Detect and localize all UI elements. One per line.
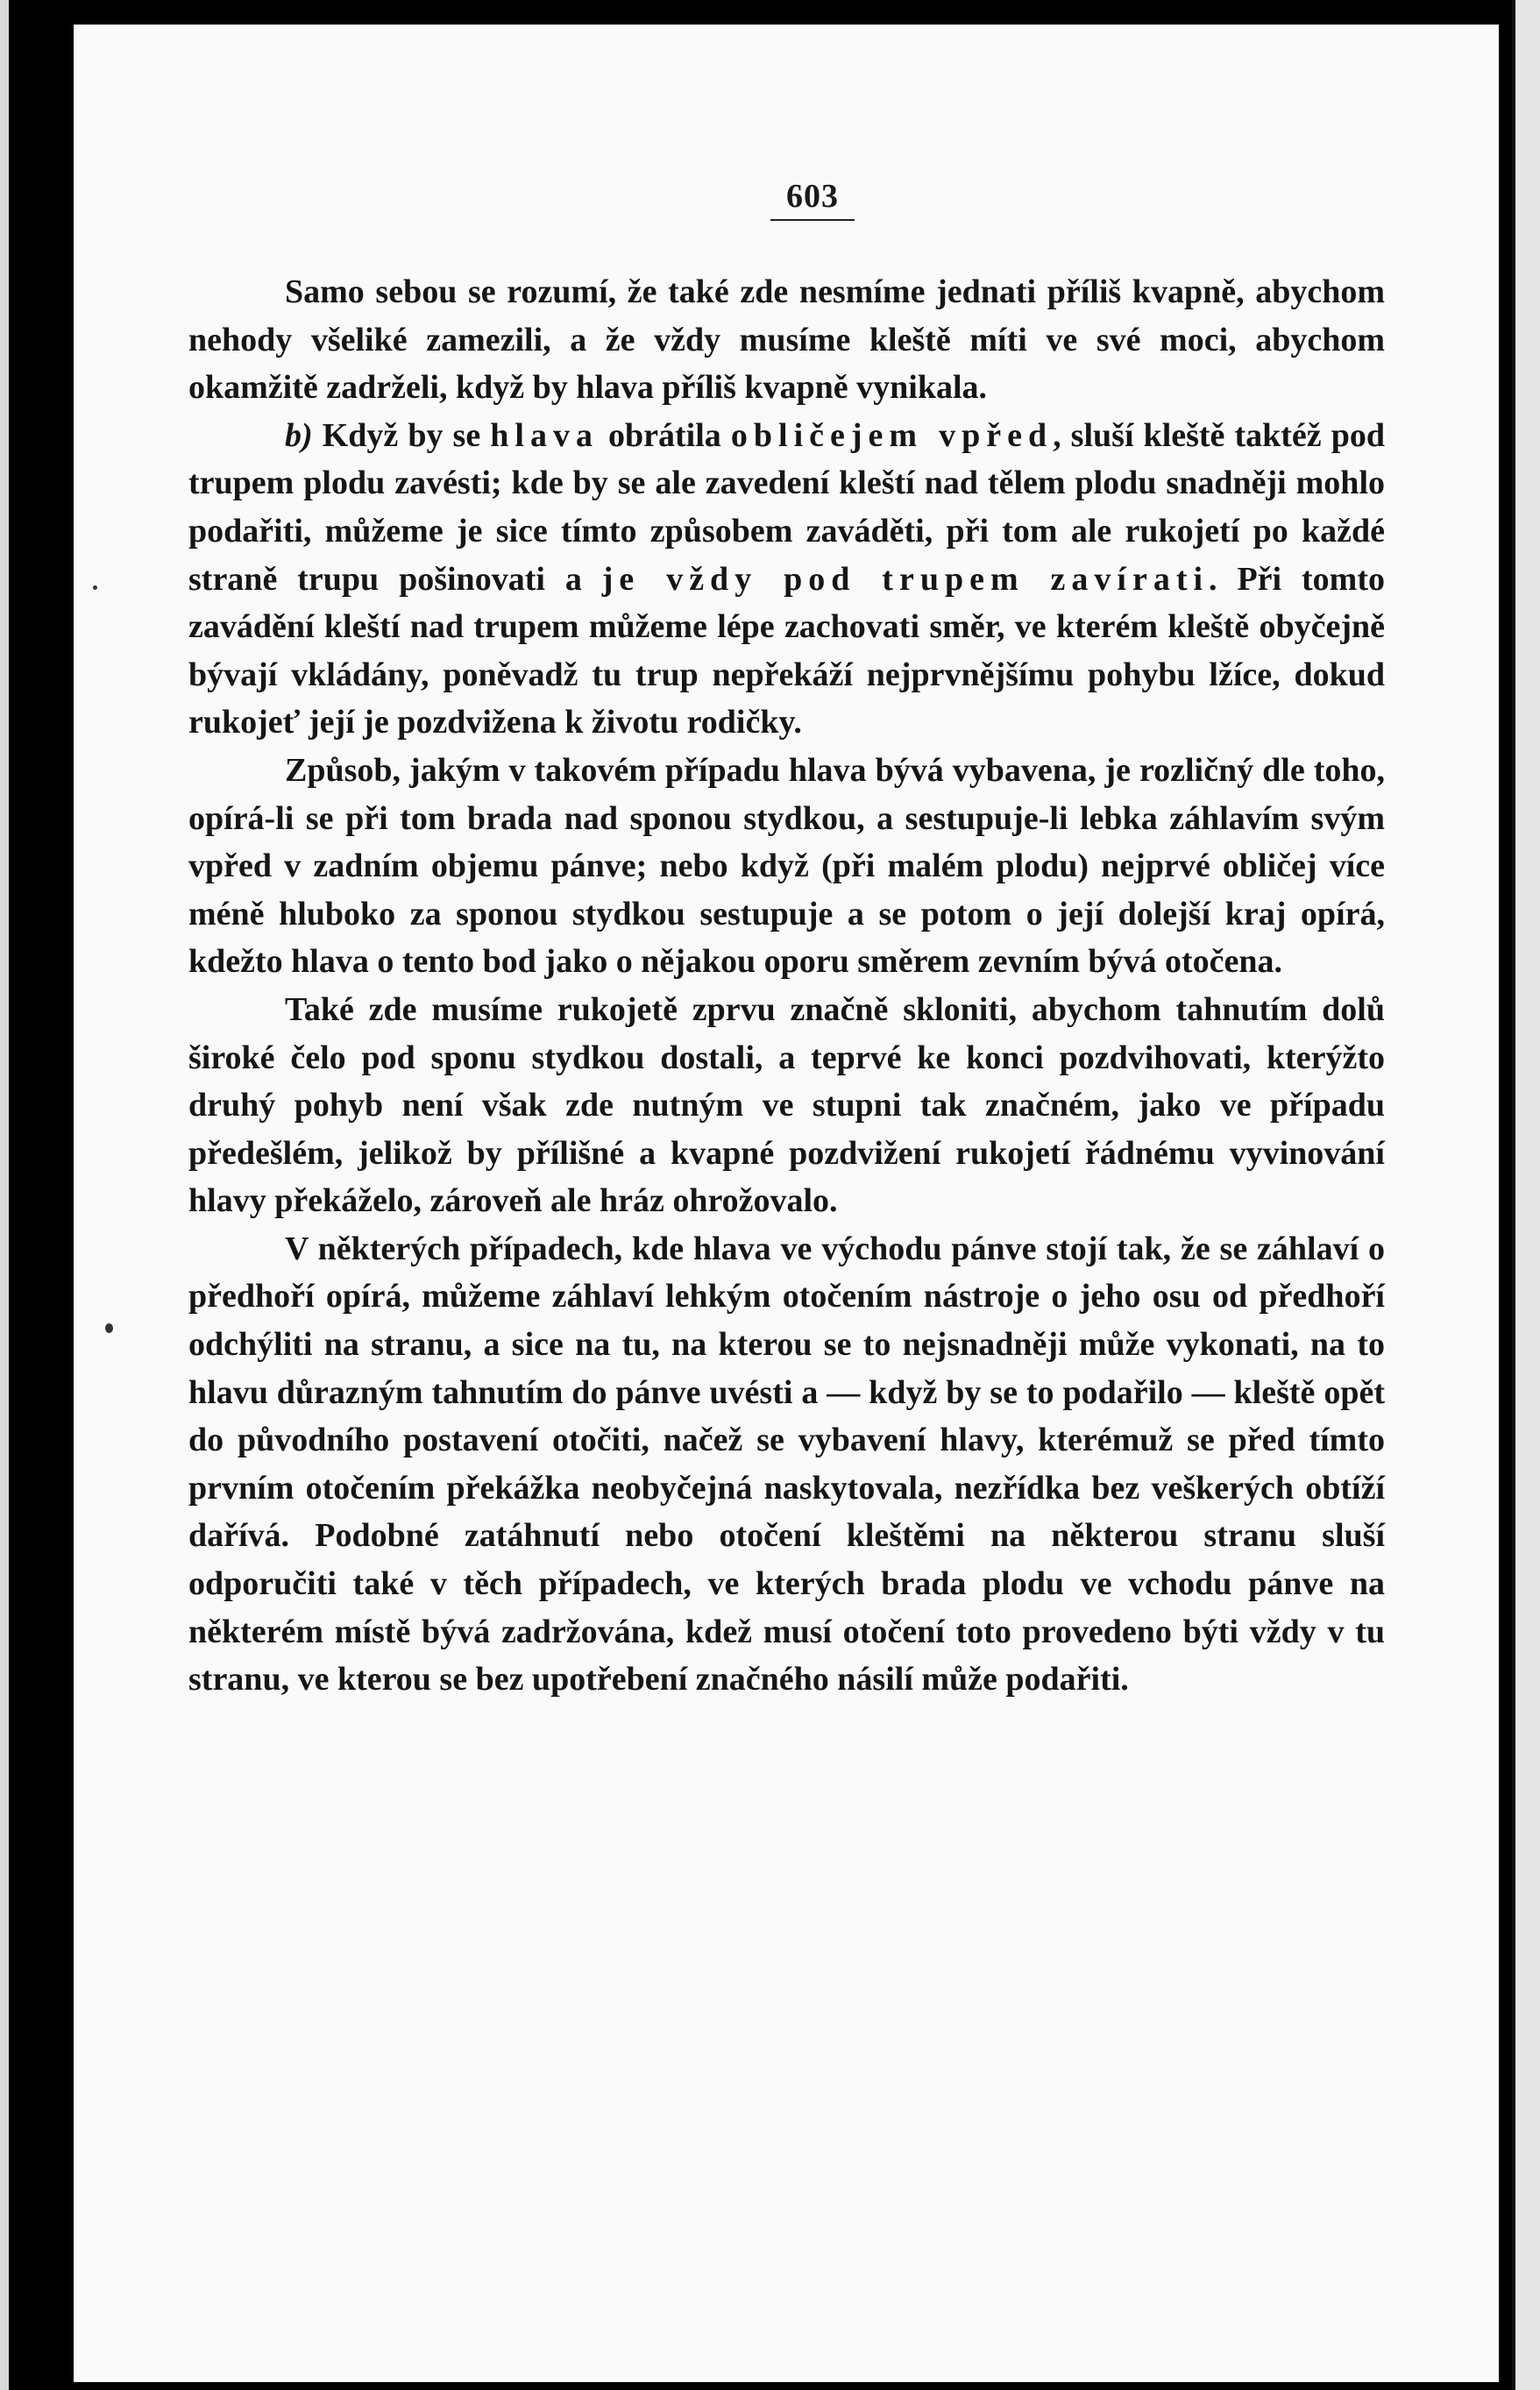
paragraph-1: Samo sebou se rozumí, že také zde nesmíme jednati příliš kvapně, abychom nehody všeliké zamezili, a že vždy musíme kleště míti ve své moci, abychom okamžitě zadrželi, když by hlava příliš kvapně vynikala. bbox=[188, 273, 1385, 407]
paragraph-2-part-4: . Při tomto zavádění kleští nad trupem můžeme lépe zachovati směr, ve kterém kleště obyčejně bývají vkládány, poněvadž tu trup nepřekáží nejprvnějšímu pohybu lžíce, dokud rukojeť její je pozdvižena k životu rodičky. bbox=[188, 560, 1385, 741]
margin-speck-1 bbox=[93, 585, 97, 590]
paragraph-2-label: b) bbox=[285, 416, 313, 454]
paragraph-2-part-2: obrátila bbox=[598, 416, 731, 454]
paragraph-5: V některých případech, kde hlava ve východu pánve stojí tak, že se záhlaví o předhoří opírá, můžeme záhlaví lehkým otočením nástroje o jeho osu od předhoří odchýliti na stranu, a sice na tu, na kterou se to nejsnadněji může vykonati, na to hlavu důrazným tahnutím do pánve uvésti a — když by se to podařilo — kleště opět do původního postavení otočiti, načež se vybavení hlavy, kterémuž se před tímto prvním otočením překážka neobyčejná naskytovala, nezřídka bez veškerých obtíží dařívá. Podobné zatáhnutí nebo otočení kleštěmi na některou stranu sluší odporučiti také v těch případech, ve kterých brada plodu ve vchodu pánve na některém místě bývá zadržována, kdež musí otočení toto provedeno býti vždy v tu stranu, ve kterou se bez upotřebení značného násilí může podařiti. bbox=[188, 1230, 1385, 1699]
page-number bbox=[74, 177, 1499, 221]
margin-speck-2 bbox=[105, 1323, 113, 1333]
page-number-text: 603 bbox=[770, 177, 855, 221]
paragraph-3: Způsob, jakým v takovém případu hlava bývá vybavena, je rozličný dle toho, opírá-li se při tom brada nad sponou stydkou, a sestupuje-li lebka záhlavím svým vpřed v zadním objemu pánve; nebo když (při malém plodu) nejprvé obličej více méně hluboko za sponou stydkou sestupuje a se potom o její dolejší kraj opírá, kdežto hlava o tento bod jako o nějakou oporu směrem zevním bývá otočena. bbox=[188, 751, 1385, 981]
book-page bbox=[74, 25, 1499, 2382]
paragraph-4: Také zde musíme rukojetě zprvu značně skloniti, abychom tahnutím dolů široké čelo pod sponu stydkou dostali, a teprvé ke konci pozdvihovati, kterýžto druhý pohyb není však zde nutným ve stupni tak značném, jako ve případu předešlém, jelikož by přílišné a kvapné pozdvižení rukojetí řádnému vyvinování hlavy překáželo, zároveň ale hráz ohrožovalo. bbox=[188, 990, 1385, 1220]
paragraph-2-spaced-3: je vždy pod trupem zavírati bbox=[601, 560, 1210, 598]
paragraph-2-spaced-1: hlava bbox=[490, 416, 599, 454]
paragraph-2-part-1: Když by se bbox=[312, 416, 491, 454]
paragraph-2-part-3: , sluší kleště taktéž pod trupem plodu zavésti; kde by se ale zavedení kleští nad tělem plodu snadněji mohlo podařiti, můžeme je sice tímto způsobem zaváděti, při tom ale rukojetí po každé straně trupu pošinovati a bbox=[188, 416, 1385, 598]
paragraph-2 bbox=[188, 412, 1385, 747]
paragraph-2-spaced-2: obličejem vpřed bbox=[730, 416, 1054, 454]
scan-left-edge bbox=[0, 0, 9, 2390]
scan-right-edge bbox=[1512, 0, 1540, 2390]
body-text bbox=[188, 268, 1385, 1704]
